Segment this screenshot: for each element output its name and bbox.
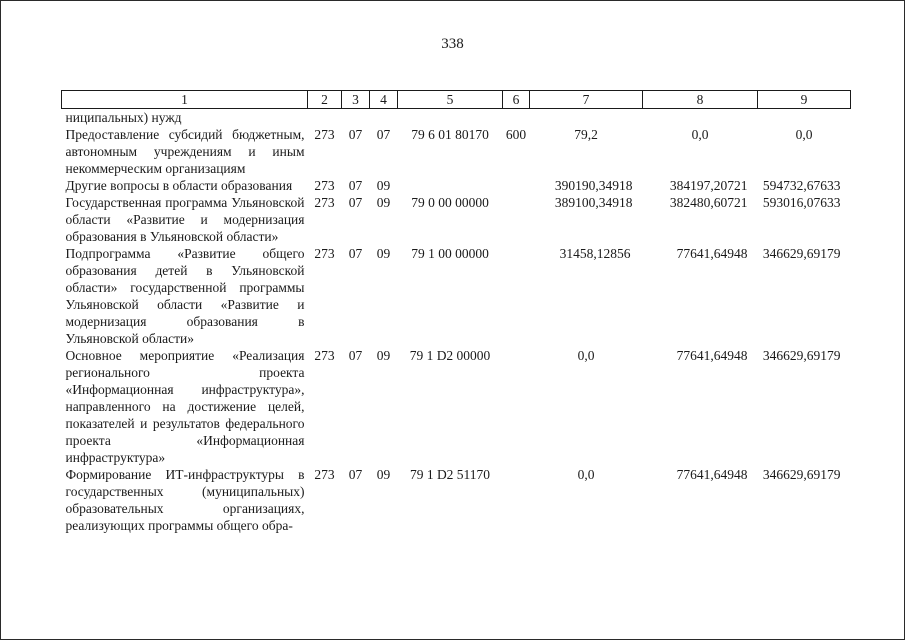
cell-amount-col8: 384197,20721 <box>669 178 748 193</box>
cell-expense-type <box>503 347 530 466</box>
column-header: 8 <box>643 91 758 109</box>
column-header: 1 <box>62 91 308 109</box>
table-row <box>62 466 851 534</box>
cell-section: 07 <box>348 127 363 142</box>
cell-amount-col8: 77641,64948 <box>676 246 748 261</box>
cell-target-article: 79 0 00 00000 <box>411 195 489 210</box>
cell-ministry-code: 273 <box>314 195 335 210</box>
cell-expense-type <box>503 194 530 245</box>
cell-target-article <box>398 177 503 194</box>
cell-ministry-code: 273 <box>314 348 335 363</box>
cell-amount-col7: 79,2 <box>574 127 598 142</box>
table-row <box>62 126 851 177</box>
cell-amount-col9: 0,0 <box>795 127 813 142</box>
cell-subsection: 09 <box>376 246 391 261</box>
cell-section: 07 <box>348 195 363 210</box>
table-row <box>62 177 851 194</box>
table-row <box>62 245 851 347</box>
cell-expense-type: 600 <box>505 127 527 142</box>
cell-amount-col7: 31458,12856 <box>559 246 631 261</box>
cell-section: 07 <box>348 178 363 193</box>
row-description: ниципальных) нужд <box>65 110 182 125</box>
cell-amount-col7: 389100,34918 <box>554 195 633 210</box>
cell-ministry-code: 273 <box>314 246 335 261</box>
cell-amount-col7: 390190,34918 <box>554 178 633 193</box>
cell-target-article: 79 1 D2 00000 <box>409 348 491 363</box>
table-header-row <box>62 91 851 109</box>
cell-amount-col8: 0,0 <box>691 127 709 142</box>
cell-ministry-code: 273 <box>314 178 335 193</box>
continuation-row <box>62 109 851 127</box>
cell-subsection: 07 <box>376 127 391 142</box>
cell-section: 07 <box>348 246 363 261</box>
cell-amount-col9: 593016,07633 <box>762 195 841 210</box>
cell-section: 07 <box>348 348 363 363</box>
cell-target-article: 79 1 D2 51170 <box>409 467 491 482</box>
cell-amount-col8: 77641,64948 <box>676 467 748 482</box>
cell-target-article: 79 1 00 00000 <box>411 246 489 261</box>
cell-ministry-code: 273 <box>314 127 335 142</box>
cell-expense-type <box>503 245 530 347</box>
cell-amount-col9: 346629,69179 <box>762 348 841 363</box>
cell-amount-col7: 0,0 <box>577 467 595 482</box>
cell-target-article: 79 6 01 80170 <box>411 127 489 142</box>
cell-amount-col7: 0,0 <box>577 348 595 363</box>
cell-subsection: 09 <box>376 195 391 210</box>
cell-amount-col9: 346629,69179 <box>762 246 841 261</box>
cell-expense-type <box>503 177 530 194</box>
column-header: 6 <box>503 91 530 109</box>
row-description: Другие вопросы в области образования <box>65 178 293 193</box>
column-header: 5 <box>398 91 503 109</box>
row-description: Основное мероприятие «Реализация регионального проекта «Информационная инфраструктура», направленного на достижение целей, показателей и результатов федерального проекта «Информационная инфраструктура» <box>65 348 305 465</box>
column-header: 9 <box>758 91 851 109</box>
page-number: 338 <box>441 36 464 52</box>
cell-amount-col8: 77641,64948 <box>676 348 748 363</box>
cell-amount-col9: 594732,67633 <box>762 178 841 193</box>
cell-amount-col8: 382480,60721 <box>669 195 748 210</box>
cell-subsection: 09 <box>376 348 391 363</box>
cell-subsection: 09 <box>376 467 391 482</box>
column-header: 7 <box>530 91 643 109</box>
cell-amount-col9: 346629,69179 <box>762 467 841 482</box>
column-header: 2 <box>308 91 342 109</box>
cell-section: 07 <box>348 467 363 482</box>
row-description: Формирование ИТ-инфраструктуры в государственных (муниципальных) образовательных организациях, реализующих программы общего обра- <box>65 467 305 533</box>
table-row <box>62 347 851 466</box>
cell-ministry-code: 273 <box>314 467 335 482</box>
column-header: 3 <box>342 91 370 109</box>
row-description: Подпрограмма «Развитие общего образования детей в Ульяновской области» государственной программы Ульяновской области «Развитие и модернизация образования в Ульяновской области» <box>65 246 305 346</box>
budget-table <box>61 90 851 534</box>
row-description: Предоставление субсидий бюджетным, автономным учреждениям и иным некоммерческим организациям <box>65 127 305 176</box>
cell-expense-type <box>503 466 530 534</box>
row-description: Государственная программа Ульяновской области «Развитие и модернизация образования в Ульяновской области» <box>65 195 305 244</box>
table-row <box>62 194 851 245</box>
column-header: 4 <box>370 91 398 109</box>
cell-subsection: 09 <box>376 178 391 193</box>
